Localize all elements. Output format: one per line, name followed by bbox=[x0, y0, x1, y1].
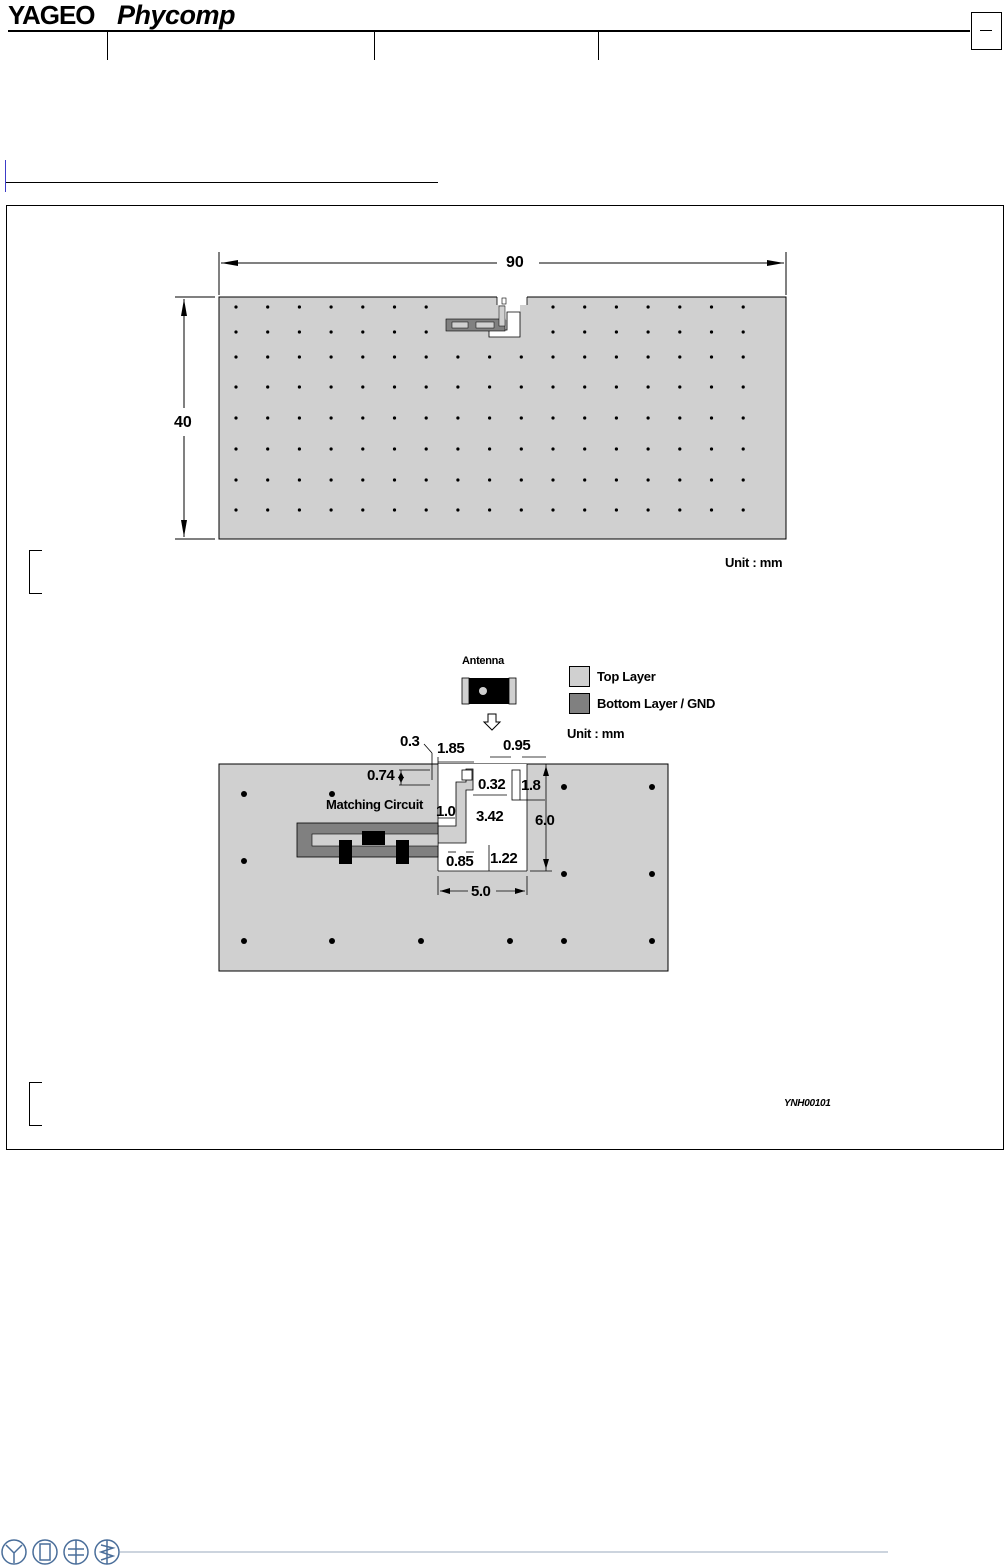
legend-label-top: Top Layer bbox=[597, 669, 656, 684]
dim-5-0: 5.0 bbox=[471, 883, 491, 900]
brand-yageo: YAGEO bbox=[8, 0, 95, 30]
caption-bracket-2 bbox=[29, 1082, 42, 1126]
matching-circuit-label: Matching Circuit bbox=[326, 797, 424, 812]
dim-1-22: 1.22 bbox=[490, 850, 518, 867]
dim-0-32: 0.32 bbox=[478, 776, 506, 793]
board-width-label: 90 bbox=[506, 254, 524, 271]
legend-label-bottom: Bottom Layer / GND bbox=[597, 696, 716, 711]
dim-0-95: 0.95 bbox=[503, 737, 531, 754]
dim-6-0: 6.0 bbox=[535, 812, 555, 829]
brand-phycomp: Phycomp bbox=[117, 0, 236, 30]
dim-1-8: 1.8 bbox=[521, 777, 541, 794]
board-height-label: 40 bbox=[174, 414, 192, 431]
dim-0-74: 0.74 bbox=[367, 767, 395, 784]
unit-label-2: Unit : mm bbox=[567, 726, 625, 741]
antenna-label: Antenna bbox=[462, 655, 504, 667]
dim-0-3: 0.3 bbox=[400, 733, 420, 750]
figure-code: YNH00101 bbox=[784, 1098, 831, 1109]
footer-product-icons bbox=[0, 1535, 1004, 1568]
dim-1-0: 1.0 bbox=[436, 803, 456, 820]
dim-0-85: 0.85 bbox=[446, 853, 474, 870]
dim-3-42: 3.42 bbox=[476, 808, 504, 825]
dim-1-85: 1.85 bbox=[437, 740, 465, 757]
unit-label-1: Unit : mm bbox=[725, 555, 783, 570]
